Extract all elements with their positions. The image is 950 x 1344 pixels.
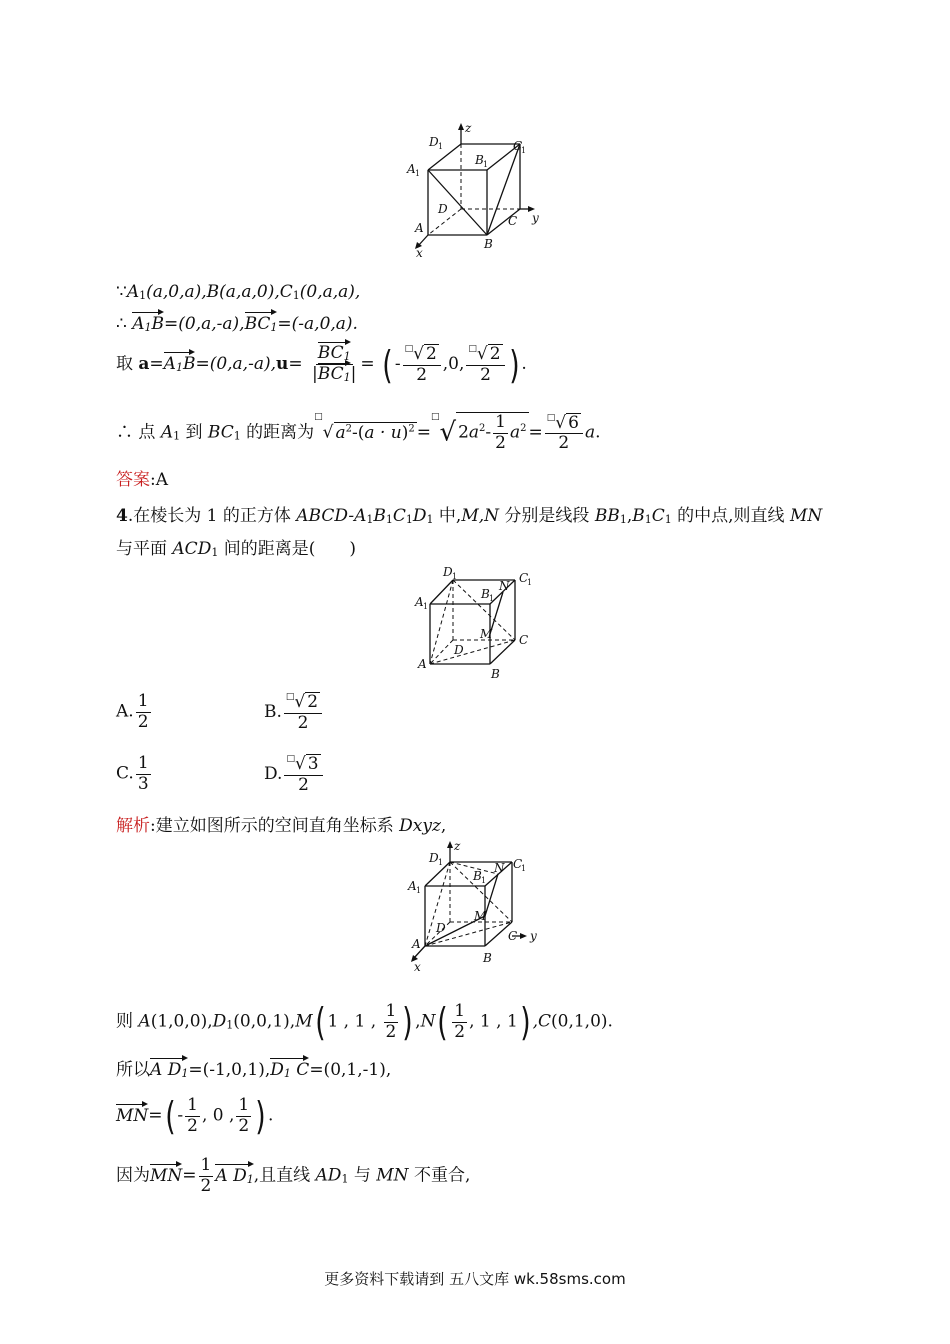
svg-text:1: 1 (423, 602, 429, 611)
option-a[interactable]: A. $\frac{1}{2}$ (116, 691, 149, 732)
label-n: N (499, 579, 510, 593)
y-axis-label: y (532, 211, 539, 225)
footer-text: 更多资料下载请到 五八文库 wk.58sms.com (324, 1270, 626, 1288)
option-b[interactable]: B. $\frac{^□√ 2}{2}$ (264, 692, 324, 733)
z-axis-label: z (454, 839, 461, 853)
label-c: C (508, 214, 518, 228)
label-d1: D (443, 565, 453, 579)
svg-text:1: 1 (452, 572, 458, 581)
label-d1: D (429, 851, 439, 865)
vector-bc1: $BC_1$ (244, 314, 278, 334)
label-c: C (508, 929, 518, 943)
solution-label: 解析 (116, 816, 150, 836)
label-b1: B (475, 153, 484, 167)
label-c1: C (513, 857, 523, 871)
label-b: B (483, 951, 492, 965)
label-n: N (494, 861, 505, 875)
cube-figure-1 (400, 118, 550, 258)
label-d: D (454, 643, 464, 657)
solution4-because: 因为MN= $\frac{1}{2}$ A $D_1$,且直线 $AD_1$ 与 MN 不重合, (116, 1155, 471, 1196)
svg-text:1: 1 (527, 578, 533, 587)
solution4-mn: MN=( - $\frac{1}{2}$ , 0 , $\frac{1}{2}$ ) . (116, 1094, 274, 1139)
label-b: B (484, 237, 493, 251)
solution3-line2: ∴ $A_1B=(0,a,-a),BC_1=(-a,0,a)$. (116, 314, 358, 334)
y-axis-label: y (530, 929, 537, 943)
svg-text:1: 1 (489, 594, 495, 603)
label-a: A (415, 221, 424, 235)
x-axis-label: x (416, 246, 423, 258)
svg-text:1: 1 (416, 886, 422, 895)
solution4-vectors: 所以A $D_1=(-1,0,1),D_1$ C=(0,1,-1), (116, 1060, 392, 1080)
label-c: C (519, 633, 529, 647)
x-axis-label: x (414, 960, 421, 974)
solution3-line4: ∴ 点 $A_1$ 到 $BC_1$ 的距离为□√ $a^2-(a \cdot u)^2 =^□√$ $2a^2-$ $\frac{1}{2}$ $a^2$ = $\frac{^□√ 6}{2}$ a. (116, 412, 601, 454)
label-a1: A (407, 162, 416, 176)
label-a: A (412, 937, 421, 951)
label-a1: A (415, 595, 424, 609)
label-m: M (474, 909, 487, 923)
answer-line (116, 470, 168, 490)
label-c1: C (513, 139, 523, 153)
answer-label: 答案 (116, 470, 150, 490)
answer-value: :A (150, 470, 169, 490)
svg-text:1: 1 (481, 876, 487, 885)
svg-text:1: 1 (521, 864, 527, 873)
svg-text:1: 1 (521, 146, 527, 155)
label-m: M (480, 627, 493, 641)
question4-line2: 与平面 $ACD_1$ 间的距离是( ) (116, 539, 356, 559)
solution3-line3: 取 $a=A_1B=(0,a,-a),u=$ $\frac{BC_1}{|BC_1|}$ = ( - $\frac{^□√ 2}{2}$ ,0, $\frac{^□√ 2}{2}$ ) . (116, 342, 527, 387)
label-b1: B (481, 587, 490, 601)
label-d: D (436, 921, 446, 935)
label-b: B (491, 667, 500, 681)
label-a: A (418, 657, 427, 671)
solution3-line1: $\because A_1(a,0,a),B(a,a,0),C_1(0,a,a)$, (116, 282, 361, 302)
solution4-intro: 解析:建立如图所示的空间直角坐标系 Dxyz, (116, 816, 447, 836)
question4-line1: 4.在棱长为 1 的正方体 ABCD-$A_1B_1C_1D_1$ 中,M,N 分别是线段 $BB_1,B_1C_1$ 的中点,则直线 MN (116, 506, 823, 526)
svg-text:1: 1 (438, 858, 444, 867)
cube-figure-2 (405, 564, 555, 682)
vector-a1b: $A_1B$ (132, 314, 165, 334)
svg-text:1: 1 (415, 169, 421, 178)
label-d1: D (429, 135, 439, 149)
z-axis-label: z (465, 121, 472, 135)
option-c[interactable]: C. $\frac{1}{3}$ (116, 753, 149, 794)
cube-figure-3 (400, 838, 550, 976)
solution4-coords: 则 $A(1,0,0),D_1(0,0,1),M$( 1 , 1 , $\frac{1}{2}$ ) ,N( $\frac{1}{2}$ , 1 , 1) ,C(0,1,0). (116, 1000, 613, 1045)
option-d[interactable]: D. $\frac{^□√ 3}{2}$ (264, 754, 325, 795)
label-a1: A (408, 879, 417, 893)
label-b1: B (473, 869, 482, 883)
svg-text:1: 1 (483, 160, 489, 169)
svg-text:1: 1 (438, 142, 444, 151)
label-c1: C (519, 571, 529, 585)
label-d: D (438, 202, 448, 216)
